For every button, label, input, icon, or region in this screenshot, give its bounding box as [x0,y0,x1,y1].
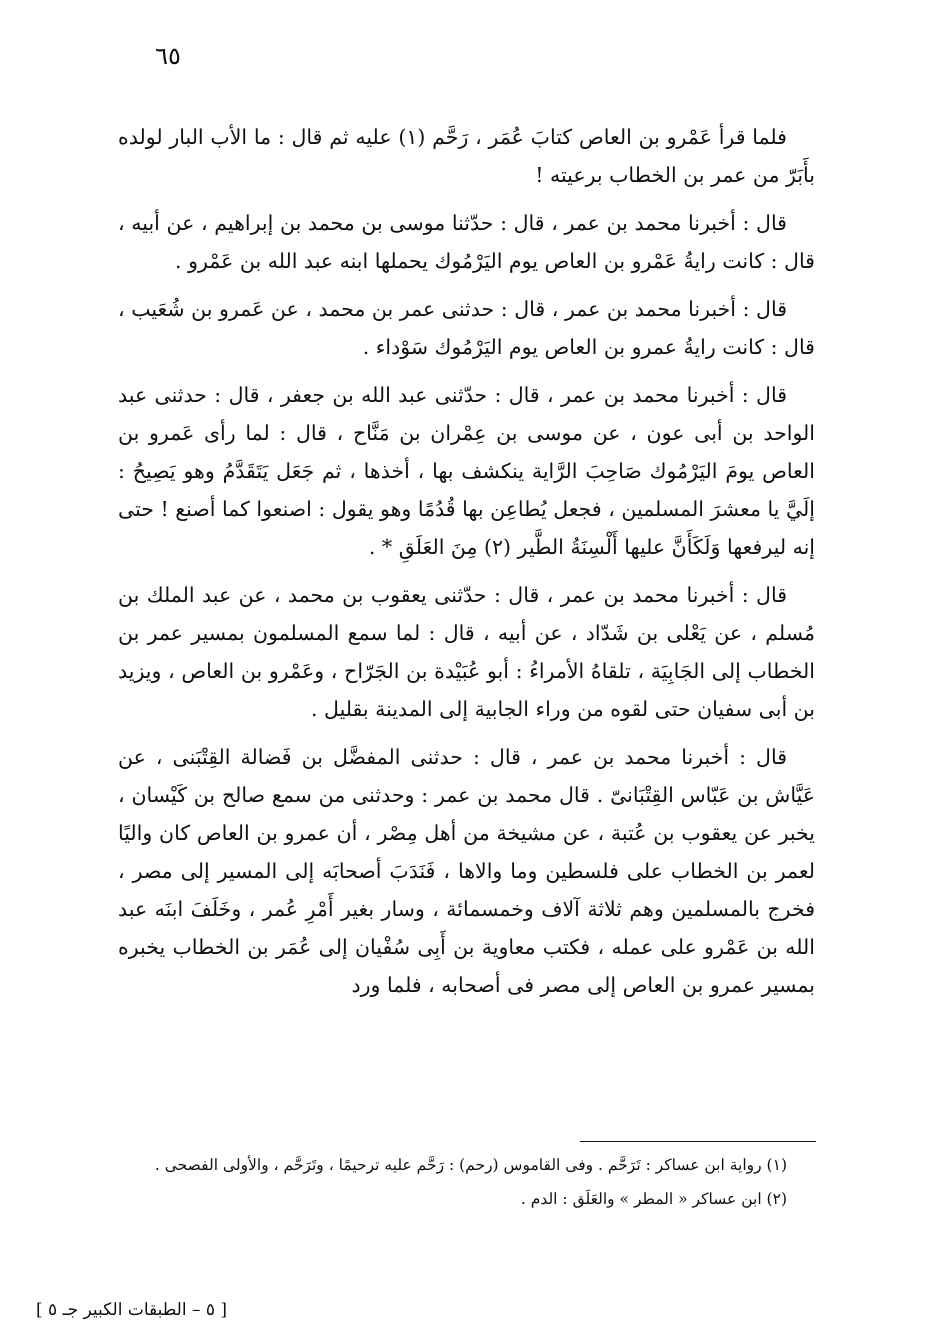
paragraph: قال : أخبرنا محمد بن عمر ، قال : حدثنى المفضَّل بن فَضالة القِتْبَنى ، عن عَيَّاش بن عَبّاس القِتْبَانىّ . قال محمد بن عمر : وحدثنى من سمع صالح بن كَيْسان ، يخبر عن يعقوب بن عُتبة ، عن مشيخة من أهل مِصْر ، أن عمرو بن العاص كان واليًا لعمر بن الخطاب على فلسطين وما والاها ، فَنَدَبَ أصحابَه إلى المسير إلى مصر ، فخرج بالمسلمين وهم ثلاثة آلاف وخمسمائة ، وسار بغير أَمْرِ عُمر ، وخَلَفَ ابنَه عبد الله بن عَمْرو على عمله ، فكتب معاوية بن أَبِى سُفْيان إلى عُمَر بن الخطاب يخبره بمسير عمرو بن العاص إلى مصر فى أصحابه ، فلما ورد [118,745,815,997]
footnote: (٢) ابن عساكر « المطر » والعَلَق : الدم . [520,1190,787,1208]
paragraph: قال : أخبرنا محمد بن عمر ، قال : حدّثنا موسى بن محمد بن إبراهيم ، عن أبيه ، قال : كانت رايةُ عَمْرو بن العاص يوم اليَرْمُوك يحملها ابنه عبد الله بن عَمْرو . [118,211,815,273]
paragraph: قال : أخبرنا محمد بن عمر ، قال : حدّثنى عبد الله بن جعفر ، قال : حدثنى عبد الواحد بن أبى عون ، عن موسى بن عِمْران بن مَنَّاح ، قال : لما رأى عَمرو بن العاص يومَ اليَرْمُوك صَاحِبَ الرَّاية ينكشف بها ، أخذها ، ثم جَعَل يَتَقَدَّمُ وهو يَصِيحُ : إلَيَّ يا معشرَ المسلمين ، فجعل يُطاعِن بها قُدُمًا وهو يقول : اصنعوا كما أصنع ! حتى إنه ليرفعها وَلَكَأَنَّ عليها أَلْسِنَةُ الطَّير (٢) مِنَ العَلَقِ * . [118,383,815,559]
paragraph: قال : أخبرنا محمد بن عمر ، قال : حدّثنى يعقوب بن محمد ، عن عبد الملك بن مُسلم ، عن يَعْلى بن شَدّاد ، عن أبيه ، قال : لما سمع المسلمون بمسير عمر بن الخطاب إلى الجَابِيَة ، تلقاهُ الأمراءُ : أبو عُبَيْدة بن الجَرّاح ، وعَمْرو بن العاص ، ويزيد بن أبى سفيان حتى لقوه من وراء الجابية إلى المدينة بقليل . [118,583,815,721]
paragraph: فلما قرأ عَمْرو بن العاص كتابَ عُمَر ، رَحَّم (١) عليه ثم قال : ما الأب البار لولده بأَبَرّ من عمر بن الخطاب برعيته ! [118,125,815,187]
printer-signature: [ ٥ – الطبقات الكبير جـ ٥ ] [36,1300,228,1320]
paragraph: قال : أخبرنا محمد بن عمر ، قال : حدثنى عمر بن محمد ، عن عَمرو بن شُعَيب ، قال : كانت رايةُ عمرو بن العاص يوم اليَرْمُوك سَوْداء . [118,297,815,359]
footnote: (١) رواية ابن عساكر : تَرَحَّم . وفى القاموس (رحم) : رَحَّم عليه ترحيمًا ، وتَرَحَّم ، والأولى الفصحى . [154,1156,787,1174]
footnote-divider [580,1141,816,1142]
page-number: ٦٥ [155,42,181,70]
footnotes [118,1150,815,1218]
body-text [118,118,815,1014]
